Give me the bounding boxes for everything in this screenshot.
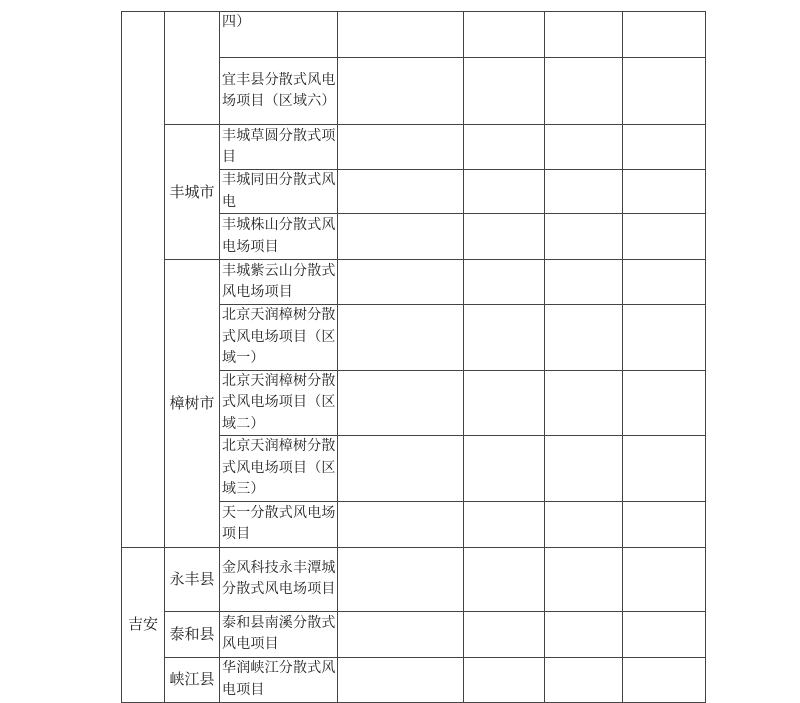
project-name-cell [220,501,338,547]
project-name-cell [220,260,338,305]
empty-cell [464,436,545,502]
project-name: 丰城紫云山分散式风电场项目 [222,262,336,300]
empty-cell [545,501,623,547]
empty-cell [338,547,464,611]
empty-cell [545,547,623,611]
empty-cell [464,305,545,371]
table-row [122,260,706,305]
project-name: 丰城株山分散式风电场项目 [222,217,336,255]
county-cell [165,260,220,548]
project-name: 华润峡江分散式风电项目 [222,660,336,698]
county-cell-continued [165,12,220,125]
county-label: 樟树市 [169,393,215,412]
empty-cell [623,58,706,125]
county-cell [165,611,220,657]
empty-cell [545,214,623,260]
county-label: 永丰县 [169,569,215,588]
empty-cell [464,214,545,260]
project-name-cell [220,12,338,58]
empty-cell [623,125,706,170]
city-cell [122,547,165,702]
empty-cell [623,611,706,657]
city-cell-continued [122,12,165,548]
empty-cell [623,501,706,547]
project-name: 丰城同田分散式风电 [222,172,336,210]
empty-cell [338,305,464,371]
empty-cell [338,436,464,502]
project-name-cell [220,214,338,260]
empty-cell [545,611,623,657]
empty-cell [545,12,623,58]
county-label: 丰城市 [169,182,215,201]
empty-cell [545,370,623,436]
table-row [122,12,706,58]
empty-cell [464,125,545,170]
empty-cell [464,58,545,125]
empty-cell [338,125,464,170]
empty-cell [623,657,706,702]
empty-cell [623,305,706,371]
project-name-cell [220,657,338,702]
county-cell [165,547,220,611]
empty-cell [545,657,623,702]
empty-cell [464,370,545,436]
empty-cell [464,170,545,214]
empty-cell [464,12,545,58]
table-row [122,657,706,702]
table-row [122,125,706,170]
project-name-cell [220,436,338,502]
empty-cell [545,170,623,214]
project-name: 北京天润樟树分散式风电场项目（区域三） [222,438,336,497]
empty-cell [623,170,706,214]
county-label: 泰和县 [169,624,215,643]
project-name: 北京天润樟树分散式风电场项目（区域一） [222,307,336,366]
empty-cell [338,12,464,58]
empty-cell [623,214,706,260]
empty-cell [338,214,464,260]
empty-cell [545,305,623,371]
project-name-cell [220,547,338,611]
project-name: 四） [222,14,251,30]
empty-cell [623,260,706,305]
empty-cell [623,547,706,611]
empty-cell [545,436,623,502]
project-name: 天一分散式风电场项目 [222,504,336,542]
empty-cell [545,260,623,305]
empty-cell [338,501,464,547]
empty-cell [464,657,545,702]
empty-cell [464,547,545,611]
empty-cell [623,436,706,502]
empty-cell [338,370,464,436]
county-label: 峡江县 [169,670,215,688]
empty-cell [338,260,464,305]
project-name-cell [220,125,338,170]
empty-cell [623,12,706,58]
project-table [121,11,706,703]
empty-cell [338,170,464,214]
city-label: 吉安 [127,615,158,633]
empty-cell [545,125,623,170]
project-name-cell [220,170,338,214]
county-cell [165,657,220,702]
project-name: 泰和县南溪分散式风电项目 [222,614,336,652]
empty-cell [623,370,706,436]
empty-cell [338,58,464,125]
project-name-cell [220,58,338,125]
empty-cell [338,657,464,702]
county-cell [165,125,220,260]
project-name-cell [220,611,338,657]
table-row [122,547,706,611]
project-name-cell [220,370,338,436]
empty-cell [545,58,623,125]
empty-cell [338,611,464,657]
project-name: 丰城草圆分散式项目 [222,127,336,165]
project-name: 北京天润樟树分散式风电场项目（区域二） [222,372,336,432]
table-row [122,611,706,657]
project-name: 金风科技永丰潭城分散式风电场项目 [222,559,336,597]
empty-cell [464,260,545,305]
project-name: 宜丰县分散式风电场项目（区域六） [222,71,336,109]
empty-cell [464,501,545,547]
project-name-cell [220,305,338,371]
empty-cell [464,611,545,657]
